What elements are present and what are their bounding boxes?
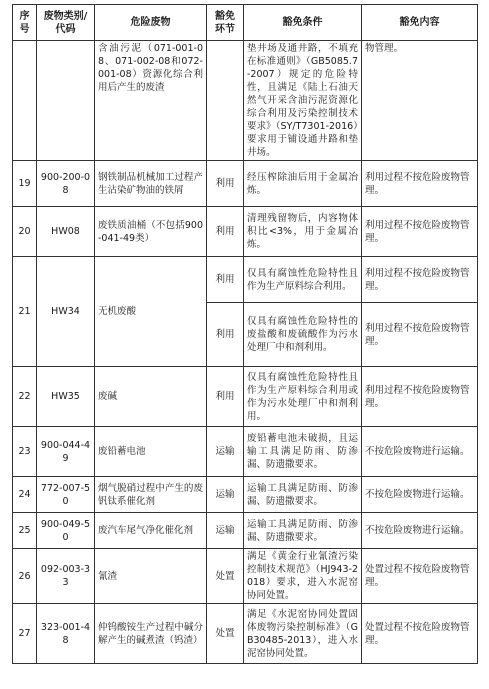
cell-stage	[207, 41, 244, 161]
cell-content: 利用过程不按危险废物管理。	[362, 303, 478, 367]
cell-content: 处置过程不按危险废物管理。	[362, 549, 478, 604]
cell-content: 利用过程不按危险废物管理。	[362, 257, 478, 303]
cell-waste: 废铅蓄电池	[95, 427, 207, 477]
cell-seq: 21	[13, 257, 37, 367]
exemption-table	[12, 4, 478, 664]
cell-condition: 满足《黄金行业氰渣污染控制技术规范》（HJ943-2018）要求，进入水泥窑协同处置。	[244, 549, 362, 604]
cell-stage: 运输	[207, 513, 244, 549]
table-row	[13, 41, 478, 161]
cell-content: 处置过程不按危险废物管理。	[362, 604, 478, 664]
cell-condition: 仅具有腐蚀性危险特性且作为生产原料综合利用。	[244, 257, 362, 303]
cell-code: 900-044-49	[37, 427, 95, 477]
cell-stage: 利用	[207, 161, 244, 207]
cell-waste: 无机废酸	[95, 257, 207, 367]
cell-seq: 26	[13, 549, 37, 604]
table-row	[13, 477, 478, 513]
cell-stage: 利用	[207, 367, 244, 427]
cell-code: 900-049-50	[37, 513, 95, 549]
cell-stage: 运输	[207, 477, 244, 513]
cell-seq: 20	[13, 207, 37, 257]
header-seq: 序号	[13, 5, 37, 41]
cell-seq: 23	[13, 427, 37, 477]
table-row	[13, 427, 478, 477]
cell-condition: 运输工具满足防雨、防渗漏、防遗撒要求。	[244, 477, 362, 513]
cell-code: HW35	[37, 367, 95, 427]
cell-condition: 仅具有腐蚀性危险特性的废盐酸和废硫酸作为污水处理厂中和剂利用。	[244, 303, 362, 367]
header-code: 废物类别/ 代码	[37, 5, 95, 41]
table-row	[13, 207, 478, 257]
cell-condition: 经压榨除油后用于金属冶炼。	[244, 161, 362, 207]
table-row	[13, 161, 478, 207]
header-condition: 豁免条件	[244, 5, 362, 41]
header-waste: 危险废物	[95, 5, 207, 41]
cell-waste: 废铁质油桶（不包括900-041-49类）	[95, 207, 207, 257]
cell-condition	[244, 41, 362, 161]
cell-stage: 利用	[207, 303, 244, 367]
cell-code: HW34	[37, 257, 95, 367]
cell-code	[37, 41, 95, 161]
cell-content: 不按危险废物进行运输。	[362, 513, 478, 549]
cell-waste: 废汽车尾气净化催化剂	[95, 513, 207, 549]
cell-code: 772-007-50	[37, 477, 95, 513]
table-row	[13, 367, 478, 427]
cell-code: HW08	[37, 207, 95, 257]
cell-code: 900-200-08	[37, 161, 95, 207]
cell-condition: 满足《水泥窑协同处置固体废物污染控制标准》（GB30485-2013），进入水泥窑协同处置。	[244, 604, 362, 664]
cell-content: 物管理。	[362, 41, 478, 161]
cell-content: 利用过程不按危险废物管理。	[362, 367, 478, 427]
cell-seq: 19	[13, 161, 37, 207]
cell-stage: 运输	[207, 427, 244, 477]
table-row	[13, 604, 478, 664]
cell-code: 092-003-33	[37, 549, 95, 604]
cell-condition: 清理残留物后，内容物体积比<3%，用于金属冶炼。	[244, 207, 362, 257]
cell-seq: 25	[13, 513, 37, 549]
cell-waste: 烟气脱硝过程中产生的废钒钛系催化剂	[95, 477, 207, 513]
cell-code: 323-001-48	[37, 604, 95, 664]
cell-condition: 仅具有腐蚀性危险特性且作为生产原料综合利用或作为污水处理厂中和剂利用。	[244, 367, 362, 427]
condition-text: 垫井场及通井路，不填充在标准通则》（GB5085.7-2007）规定的危险特性，且满足《陆上石油天然气开采含油污泥资源化综合利用及污染控制技术要求》（SY/T7301-2016）要求用于铺设通井路和垫井场。	[247, 43, 358, 158]
cell-content: 利用过程不按危险废物管理。	[362, 161, 478, 207]
table-row	[13, 257, 478, 303]
cell-waste: 仲钨酸铵生产过程中碱分解产生的碱煮渣（钨渣）	[95, 604, 207, 664]
table-row	[13, 549, 478, 604]
header-stage: 豁免 环节	[207, 5, 244, 41]
cell-condition: 运输工具满足防雨、防渗漏、防遗撒要求。	[244, 513, 362, 549]
cell-seq: 22	[13, 367, 37, 427]
header-row	[13, 5, 478, 41]
cell-stage: 处置	[207, 549, 244, 604]
cell-waste: 氰渣	[95, 549, 207, 604]
cell-seq	[13, 41, 37, 161]
cell-seq: 27	[13, 604, 37, 664]
cell-content: 利用过程不按危险废物管理。	[362, 207, 478, 257]
cell-content: 不按危险废物进行运输。	[362, 477, 478, 513]
table-row	[13, 513, 478, 549]
cell-waste: 含油污泥（071-001-08、071-002-08和072-001-08）资源化综合利用后产生的废渣	[95, 41, 207, 161]
cell-seq: 24	[13, 477, 37, 513]
cell-condition: 废铅蓄电池未破损，且运输工具满足防雨、防渗漏、防遗撒要求。	[244, 427, 362, 477]
cell-stage: 利用	[207, 257, 244, 303]
cell-stage: 处置	[207, 604, 244, 664]
cell-stage: 利用	[207, 207, 244, 257]
header-content: 豁免内容	[362, 5, 478, 41]
cell-waste: 钢铁制品机械加工过程产生沾染矿物油的铁屑	[95, 161, 207, 207]
cell-waste: 废碱	[95, 367, 207, 427]
cell-content: 不按危险废物进行运输。	[362, 427, 478, 477]
